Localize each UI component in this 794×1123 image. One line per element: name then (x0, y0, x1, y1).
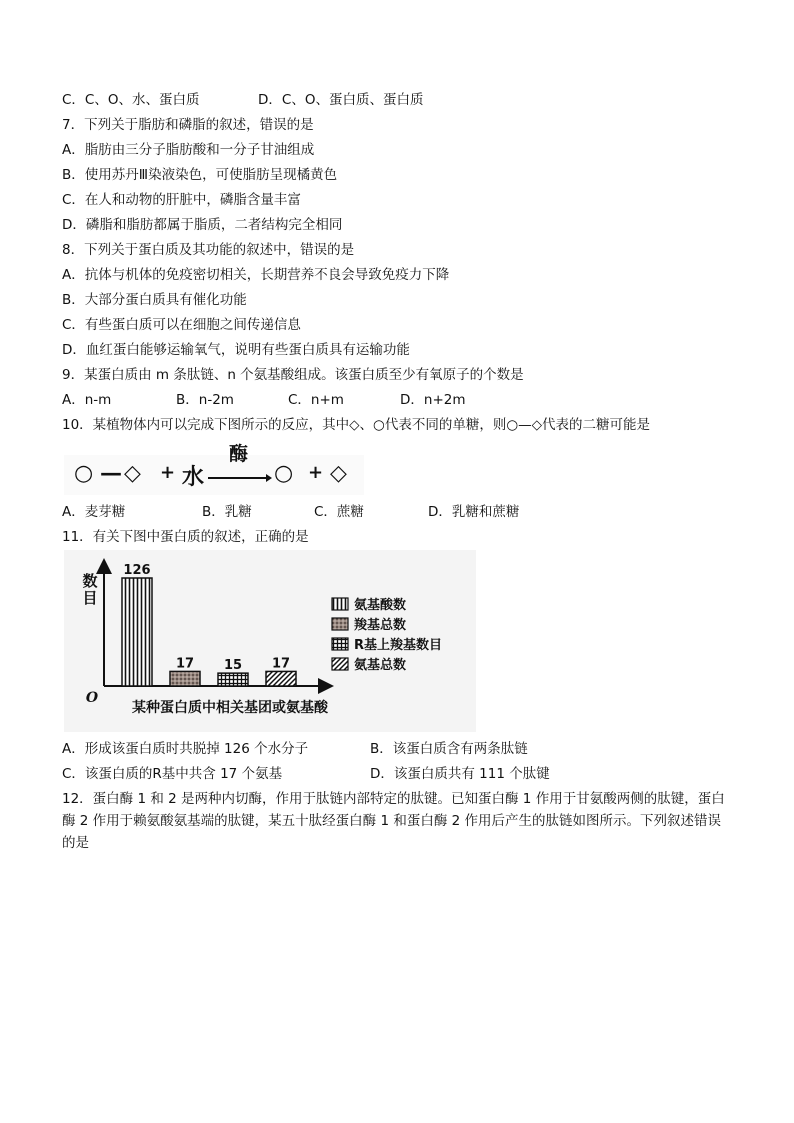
q11-option-b: B．该蛋白质含有两条肽链 (370, 741, 528, 757)
q6-option-d: D．C、O、蛋白质、蛋白质 (258, 92, 424, 108)
q12-stem: 12．蛋白酶 1 和 2 是两种内切酶，作用于肽链内部特定的肽键。已知蛋白酶 1 作用于甘氨酸两侧的肽键，蛋白酶 2 作用于赖氨酸氨基端的肽键，某五十肽经蛋白酶 1 和蛋白酶 2 作用后产生的肽链如图所示。下列叙述错误的是 (62, 791, 725, 851)
diamond-symbol: ◇ (124, 460, 141, 486)
reaction-equation (64, 443, 364, 495)
bar (170, 671, 200, 686)
q10-option-c: C．蔗糖 (314, 504, 364, 520)
legend-label: 氨基总数 (354, 658, 407, 673)
q8-option-c: C．有些蛋白质可以在细胞之间传递信息 (62, 317, 301, 333)
q10-stem: 10．某植物体内可以完成下图所示的反应，其中◇、○代表不同的单糖，则○—◇代表的二糖可能是 (62, 417, 651, 433)
q7-option-b: B．使用苏丹Ⅲ染液染色，可使脂肪呈现橘黄色 (62, 167, 338, 183)
plus-sign-2: + (308, 462, 324, 483)
legend-swatch (332, 638, 348, 650)
bar (266, 671, 296, 686)
enzyme-label: 酶 (229, 443, 249, 465)
bar-data-label: 17 (271, 656, 291, 672)
q11-option-a: A．形成该蛋白质时共脱掉 126 个水分子 (62, 741, 309, 757)
legend-swatch (332, 618, 348, 630)
plus-sign: + (160, 462, 176, 483)
y-axis-label: 目 (82, 589, 98, 607)
q9-option-a: A．n-m (62, 392, 112, 408)
reaction-arrow-icon (208, 473, 272, 483)
water-label: 水 (182, 464, 205, 490)
legend-swatch (332, 598, 348, 610)
q10-option-a: A．麦芽糖 (62, 504, 126, 520)
circle-symbol: ○ (74, 460, 94, 486)
legend-label: 氨基酸数 (354, 598, 407, 613)
bar (218, 673, 248, 686)
circle-product-symbol: ○ (274, 460, 294, 486)
q8-stem: 8．下列关于蛋白质及其功能的叙述中，错误的是 (62, 242, 355, 258)
bar-chart-svg (64, 550, 476, 732)
legend-label: 羧基总数 (354, 618, 407, 633)
bar-data-label: 126 (123, 563, 151, 578)
bar-data-label: 17 (175, 656, 195, 672)
q10-option-b: B．乳糖 (202, 504, 252, 520)
bond-dash: — (100, 460, 122, 486)
legend-swatch (332, 658, 348, 670)
q7-option-c: C．在人和动物的肝脏中，磷脂含量丰富 (62, 192, 301, 208)
q7-option-d: D．磷脂和脂肪都属于脂质，二者结构完全相同 (62, 217, 343, 233)
q7-option-a: A．脂肪由三分子脂肪酸和一分子甘油组成 (62, 142, 315, 158)
protein-bar-chart (64, 550, 476, 732)
q8-option-b: B．大部分蛋白质具有催化功能 (62, 292, 247, 308)
origin-label: O (85, 690, 99, 706)
y-axis-label: 数 (82, 572, 98, 590)
q8-option-a: A．抗体与机体的免疫密切相关，长期营养不良会导致免疫力下降 (62, 267, 450, 283)
q6-option-c: C．C、O、水、蛋白质 (62, 92, 200, 108)
bar (122, 578, 152, 686)
q9-option-b: B．n-2m (176, 392, 234, 408)
bar-data-label: 15 (223, 658, 243, 674)
q11-option-d: D．该蛋白质共有 111 个肽键 (370, 766, 550, 782)
q8-option-d: D．血红蛋白能够运输氧气，说明有些蛋白质具有运输功能 (62, 342, 410, 358)
q7-stem: 7．下列关于脂肪和磷脂的叙述，错误的是 (62, 117, 314, 133)
q10-option-d: D．乳糖和蔗糖 (428, 504, 520, 520)
q9-stem: 9．某蛋白质由 m 条肽链、n 个氨基酸组成。该蛋白质至少有氧原子的个数是 (62, 367, 524, 383)
q9-option-d: D．n+2m (400, 392, 466, 408)
q9-option-c: C．n+m (288, 392, 344, 408)
legend-label: R基上羧基数目 (354, 638, 443, 653)
x-axis-label: 某种蛋白质中相关基团或氨基酸 (132, 700, 328, 716)
q11-stem: 11．有关下图中蛋白质的叙述，正确的是 (62, 529, 309, 545)
diamond-product-symbol: ◇ (330, 460, 347, 486)
q11-option-c: C．该蛋白质的R基中共含 17 个氨基 (62, 766, 283, 782)
